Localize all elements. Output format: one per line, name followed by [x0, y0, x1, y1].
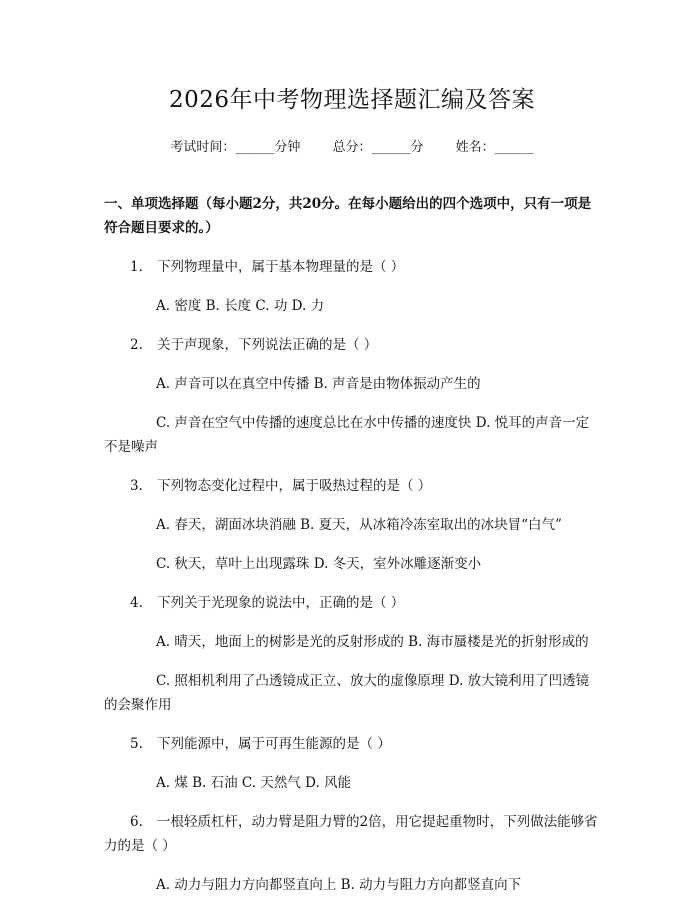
question-number: 1.	[130, 259, 143, 275]
question-number: 2.	[130, 337, 143, 353]
question-stem	[104, 255, 600, 279]
question-text: 下列物态变化过程中，属于吸热过程的是（ ）	[157, 478, 432, 494]
answer-options-line: A. 晴天，地面上的树影是光的反射形成的 B. 海市蜃楼是光的折射形成的	[156, 634, 589, 650]
exam-time-field: 考试时间：______分钟	[170, 140, 301, 155]
question-number: 6.	[130, 814, 143, 830]
question-stem	[104, 591, 600, 615]
answer-options-line: C. 秋天，草叶上出现露珠 D. 冬天，室外冰雕逐渐变小	[156, 556, 482, 572]
answer-options-line: A. 声音可以在真空中传播 B. 声音是由物体振动产生的	[156, 376, 481, 392]
section-heading: 一、单项选择题（每小题2分，共20分。在每小题给出的四个选项中，只有一项是符合题目要求的。）	[104, 196, 592, 236]
document-title: 2026年中考物理选择题汇编及答案	[168, 87, 536, 113]
total-score-field: 总分：______分	[332, 140, 424, 155]
question-text: 下列能源中，属于可再生能源的是（ ）	[157, 736, 391, 752]
question-number: 3.	[130, 478, 143, 494]
question-stem	[104, 474, 600, 498]
question-list	[104, 255, 600, 897]
question-stem	[104, 333, 600, 357]
question-number: 4.	[130, 595, 143, 611]
question-text: 下列物理量中，属于基本物理量的是（ ）	[157, 259, 405, 275]
question-text: 下列关于光现象的说法中，正确的是（ ）	[157, 595, 405, 611]
exam-info-row	[104, 138, 600, 158]
question-text: 一根轻质杠杆，动力臂是阻力臂的2倍，用它提起重物时，下列做法能够省力的是（ ）	[104, 814, 598, 854]
answer-options-line: A. 煤 B. 石油 C. 天然气 D. 风能	[156, 775, 352, 791]
answer-options-line: A. 春天，湖面冰块消融 B. 夏天，从冰箱冷冻室取出的冰块冒“白气”	[156, 517, 562, 533]
question-stem	[104, 810, 600, 858]
answer-options-line: C. 照相机利用了凸透镜成正立、放大的虚像原理 D. 放大镜利用了凹透镜的会聚作用	[104, 673, 590, 713]
student-name-field: 姓名：______	[455, 140, 534, 155]
answer-options-line: A. 动力与阻力方向都竖直向上 B. 动力与阻力方向都竖直向下	[156, 877, 522, 893]
question-text: 关于声现象，下列说法正确的是（ ）	[157, 337, 378, 353]
answer-options-line: C. 声音在空气中传播的速度总比在水中传播的速度快 D. 悦耳的声音一定不是噪声	[104, 415, 590, 455]
answer-options-line: A. 密度 B. 长度 C. 功 D. 力	[156, 298, 325, 314]
question-stem	[104, 732, 600, 756]
question-number: 5.	[130, 736, 143, 752]
